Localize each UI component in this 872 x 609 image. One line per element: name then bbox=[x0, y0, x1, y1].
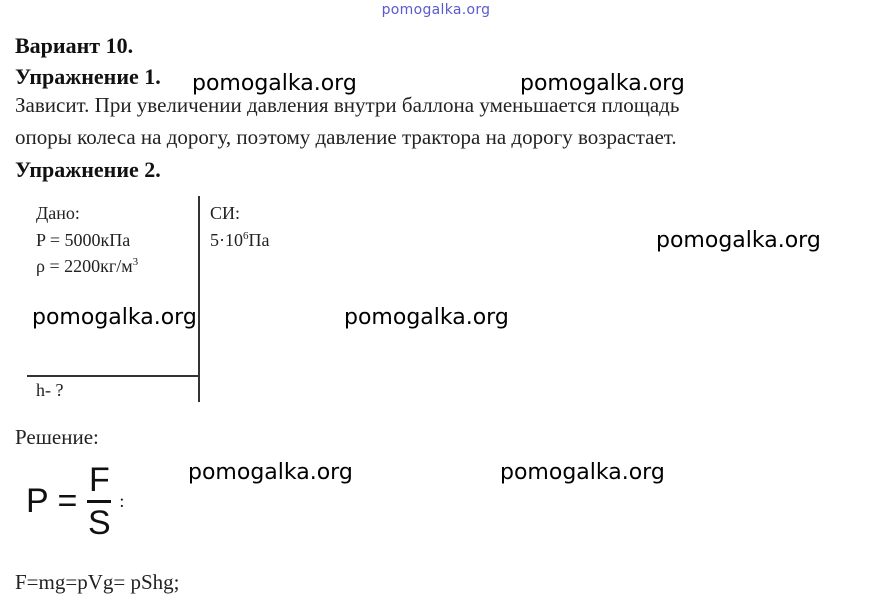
given-table-horizontal-divider bbox=[27, 375, 199, 377]
given-label: Дано: bbox=[36, 203, 80, 223]
watermark: pomogalka.org bbox=[520, 71, 685, 96]
watermark: pomogalka.org bbox=[32, 305, 197, 330]
find-unknown: h- ? bbox=[36, 380, 64, 400]
given-density-text: ρ = 2200кг/м bbox=[36, 256, 133, 276]
watermark: pomogalka.org bbox=[188, 460, 353, 485]
watermark: pomogalka.org bbox=[344, 305, 509, 330]
si-value-exponent: 6 bbox=[243, 230, 249, 242]
given-table-vertical-divider bbox=[198, 196, 200, 402]
force-equation: F=mg=pVg= pShg; bbox=[15, 570, 180, 594]
given-density bbox=[36, 256, 138, 277]
si-value bbox=[210, 230, 270, 251]
given-pressure: P = 5000кПа bbox=[36, 230, 131, 250]
formula-fraction bbox=[87, 462, 111, 541]
solution-label: Решение: bbox=[15, 425, 99, 449]
fraction-bar bbox=[87, 500, 111, 503]
exercise-1-line-2: опоры колеса на дорогу, поэтому давление трактора на дорогу возрастает. bbox=[15, 125, 677, 149]
exercise-2-title: Упражнение 2. bbox=[15, 157, 161, 182]
formula-tail: : bbox=[119, 491, 125, 511]
si-value-prefix: 5·10 bbox=[210, 230, 243, 250]
watermark: pomogalka.org bbox=[192, 71, 357, 96]
exercise-1-title: Упражнение 1. bbox=[15, 64, 161, 89]
watermark: pomogalka.org bbox=[500, 460, 665, 485]
formula-denominator: S bbox=[88, 504, 111, 542]
si-value-unit: Па bbox=[248, 230, 270, 250]
si-label: СИ: bbox=[210, 203, 241, 223]
top-watermark: pomogalka.org bbox=[381, 2, 491, 18]
pressure-formula bbox=[26, 462, 124, 541]
exercise-1-line-1: Зависит. При увеличении давления внутри баллона уменьшается площадь bbox=[15, 93, 680, 117]
formula-numerator: F bbox=[88, 461, 110, 499]
given-density-exponent: 3 bbox=[132, 256, 139, 268]
watermark: pomogalka.org bbox=[656, 228, 821, 253]
formula-lhs: P = bbox=[26, 482, 78, 520]
variant-title: Вариант 10. bbox=[15, 33, 134, 58]
